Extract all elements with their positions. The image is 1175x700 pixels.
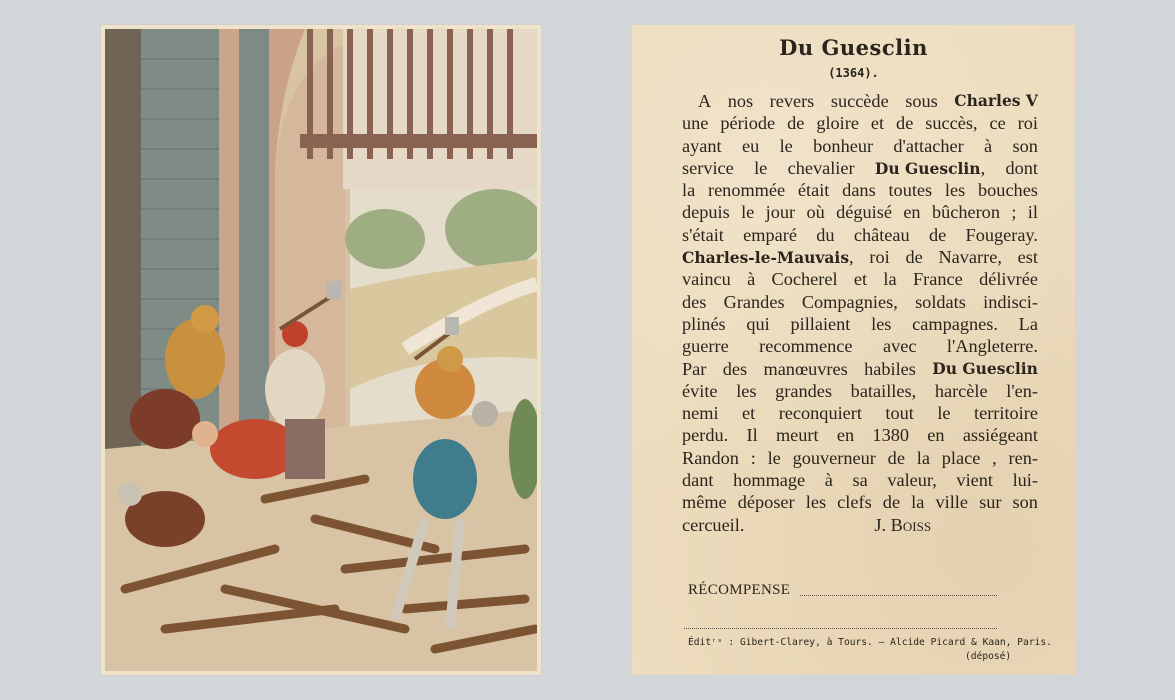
bold-name: Charles V — [954, 91, 1038, 110]
text-word: habiles — [864, 358, 916, 379]
text-word: gloire — [816, 113, 859, 134]
text-word: en — [836, 425, 855, 446]
text-word: dont — [1005, 157, 1038, 178]
recompense-dotted-line-2 — [684, 628, 997, 629]
card-year: (1364). — [828, 66, 879, 80]
text-word: dans — [842, 180, 876, 201]
signature: J. Boiss — [874, 514, 932, 535]
text-line — [682, 514, 1038, 536]
text-word: indisci- — [983, 291, 1038, 312]
text-word: et — [870, 113, 885, 134]
text-word: Par — [682, 358, 707, 379]
text-word: vaincu — [682, 269, 731, 290]
text-line — [682, 447, 1038, 469]
text-word: le — [741, 202, 755, 223]
text-word: ren- — [1008, 447, 1038, 468]
text-word: et — [742, 403, 756, 424]
bold-name: Du Guesclin — [874, 158, 981, 178]
text-word: ce — [989, 113, 1006, 134]
text-word: depuis — [682, 202, 730, 223]
text-word: château — [853, 224, 910, 245]
text-word: soldats — [915, 291, 966, 312]
text-word: succès, — [925, 113, 978, 134]
text-word: son — [1012, 492, 1038, 513]
text-word: sur — [979, 492, 1002, 513]
text-word: évite — [682, 380, 718, 401]
text-word: les — [805, 492, 827, 513]
text-word: les — [944, 180, 966, 201]
text-word: perdu. — [682, 425, 729, 446]
text-line — [682, 201, 1038, 223]
text-word: A — [698, 91, 712, 111]
text-word: période — [720, 113, 776, 134]
text-word: déguisé — [836, 202, 892, 223]
text-word: même — [682, 492, 727, 513]
text-word: vient — [956, 470, 993, 491]
text-word: le — [754, 157, 768, 178]
text-word: Fougeray. — [965, 224, 1038, 245]
text-line — [682, 380, 1038, 402]
text-word: Grandes — [723, 291, 785, 312]
bold-name: Du Guesclin — [932, 358, 1038, 378]
text-word: tout — [885, 403, 914, 424]
text-line — [682, 491, 1038, 513]
text-word: des — [722, 358, 748, 379]
text-line — [682, 157, 1038, 179]
text-word: : — [750, 447, 756, 468]
text-word: guerre — [682, 336, 729, 357]
text-line — [682, 424, 1038, 446]
text-word: une — [682, 113, 709, 134]
text-word: place — [941, 447, 981, 468]
text-word: succède — [830, 91, 889, 111]
text-line — [682, 335, 1038, 357]
card-title: Du Guesclin — [779, 35, 928, 60]
text-word: délivrée — [979, 269, 1038, 290]
bold-name-wrap — [875, 157, 985, 179]
text-word: toutes — [888, 180, 933, 201]
text-word: eu — [741, 135, 760, 156]
text-word: les — [871, 313, 892, 334]
text-word: est — [1017, 247, 1038, 268]
text-word: lui- — [1012, 470, 1038, 491]
text-word: Cocherel — [771, 269, 838, 290]
text-word: les — [736, 380, 757, 401]
bold-name-wrap — [682, 246, 854, 268]
text-word: bouches — [978, 180, 1038, 201]
text-word: de — [896, 113, 914, 134]
text-word: harcèle — [934, 380, 988, 401]
text-word: à — [824, 470, 833, 491]
publisher-imprint: Éditʳˢ : Gibert-Clarey, à Tours. — Alcide Picard & Kaan, Paris. — [688, 637, 1052, 648]
text-word: plinés — [682, 313, 726, 334]
punctuation: , — [980, 157, 986, 178]
text-word: manœuvres — [763, 358, 848, 379]
text-word: assiégeant — [962, 425, 1038, 446]
text-word: sous — [905, 91, 938, 111]
text-word: reconquiert — [778, 403, 862, 424]
text-line — [682, 291, 1038, 313]
text-word: en — [927, 425, 945, 446]
illustration-du-guesclin-battle — [105, 29, 537, 671]
text-word: de — [787, 113, 805, 134]
text-word: de — [882, 492, 901, 513]
text-line — [682, 90, 1038, 112]
text-word: bonheur — [813, 135, 874, 156]
text-line — [682, 224, 1038, 246]
text-word: qui — [746, 313, 770, 334]
text-word: ayant — [682, 135, 722, 156]
text-word: service — [682, 157, 734, 178]
text-word: à — [747, 269, 756, 290]
text-line — [682, 268, 1038, 290]
text-word: le — [937, 403, 951, 424]
text-word: il — [1027, 202, 1038, 223]
text-word: l'Angleterre. — [946, 336, 1038, 357]
text-card — [632, 25, 1075, 675]
text-word: Il — [746, 425, 758, 446]
card-body — [682, 90, 1038, 536]
text-segment: cercueil. — [682, 514, 745, 535]
text-word: à — [984, 135, 993, 156]
recompense-dotted-line — [800, 595, 997, 596]
text-word: de — [928, 224, 947, 245]
text-word: France — [912, 269, 963, 290]
text-word: clefs — [837, 492, 872, 513]
text-word: de — [887, 447, 905, 468]
text-line — [682, 246, 1038, 268]
text-word: le — [779, 135, 793, 156]
text-line — [682, 469, 1038, 491]
text-word: nos — [727, 91, 754, 111]
text-word: roi — [869, 247, 890, 268]
text-word: Randon — [682, 447, 739, 468]
text-word: gouverneur — [792, 447, 876, 468]
text-word: et — [853, 269, 868, 290]
text-word: dant — [682, 470, 714, 491]
text-word: chevalier — [787, 157, 855, 178]
text-word: meurt — [775, 425, 819, 446]
text-word: La — [1018, 313, 1038, 334]
text-word: était — [797, 180, 830, 201]
text-word: hommage — [733, 470, 806, 491]
text-word: territoire — [974, 403, 1038, 424]
text-word: nemi — [682, 403, 719, 424]
text-word: Compagnies, — [801, 291, 898, 312]
text-line — [682, 358, 1038, 380]
text-word: d'attacher — [893, 135, 964, 156]
text-word: campagnes. — [912, 313, 998, 334]
text-word: s'était — [682, 224, 724, 245]
text-word: ville — [935, 492, 968, 513]
text-word: la — [911, 492, 925, 513]
text-word: la — [916, 447, 930, 468]
text-line — [682, 112, 1038, 134]
text-word: l'en- — [1006, 380, 1038, 401]
text-word: valeur, — [887, 470, 937, 491]
text-word: revers — [769, 91, 815, 111]
text-word: renommée — [707, 180, 786, 201]
text-line — [682, 179, 1038, 201]
text-word: 1380 — [872, 425, 909, 446]
text-word: , — [992, 447, 997, 468]
text-word: ; — [1011, 202, 1017, 223]
text-word: recommence — [759, 336, 853, 357]
text-word: batailles, — [850, 380, 917, 401]
text-line — [682, 402, 1038, 424]
text-word: de — [905, 247, 923, 268]
text-word: grandes — [775, 380, 833, 401]
text-word: emparé — [743, 224, 797, 245]
text-word: Navarre, — [938, 247, 1002, 268]
text-word: en — [903, 202, 921, 223]
text-line — [682, 135, 1038, 157]
punctuation: , — [849, 247, 854, 268]
text-word: la — [883, 269, 897, 290]
text-word: bûcheron — [931, 202, 1000, 223]
text-word: jour — [765, 202, 796, 223]
recompense-label: RÉCOMPENSE — [688, 582, 791, 598]
depose-note: (déposé) — [965, 651, 1012, 662]
bold-name: Charles-le-Mauvais — [682, 248, 850, 268]
text-word: sa — [852, 470, 868, 491]
text-word: du — [816, 224, 835, 245]
illustration-card — [101, 25, 541, 675]
text-word: le — [767, 447, 781, 468]
text-word: avec — [882, 336, 917, 357]
text-line — [682, 313, 1038, 335]
text-word: où — [806, 202, 825, 223]
text-word: pillaient — [790, 313, 851, 334]
text-word: déposer — [737, 492, 795, 513]
text-word: roi — [1017, 113, 1038, 134]
text-word: son — [1012, 135, 1038, 156]
text-word: la — [682, 180, 696, 201]
text-word: des — [682, 291, 707, 312]
